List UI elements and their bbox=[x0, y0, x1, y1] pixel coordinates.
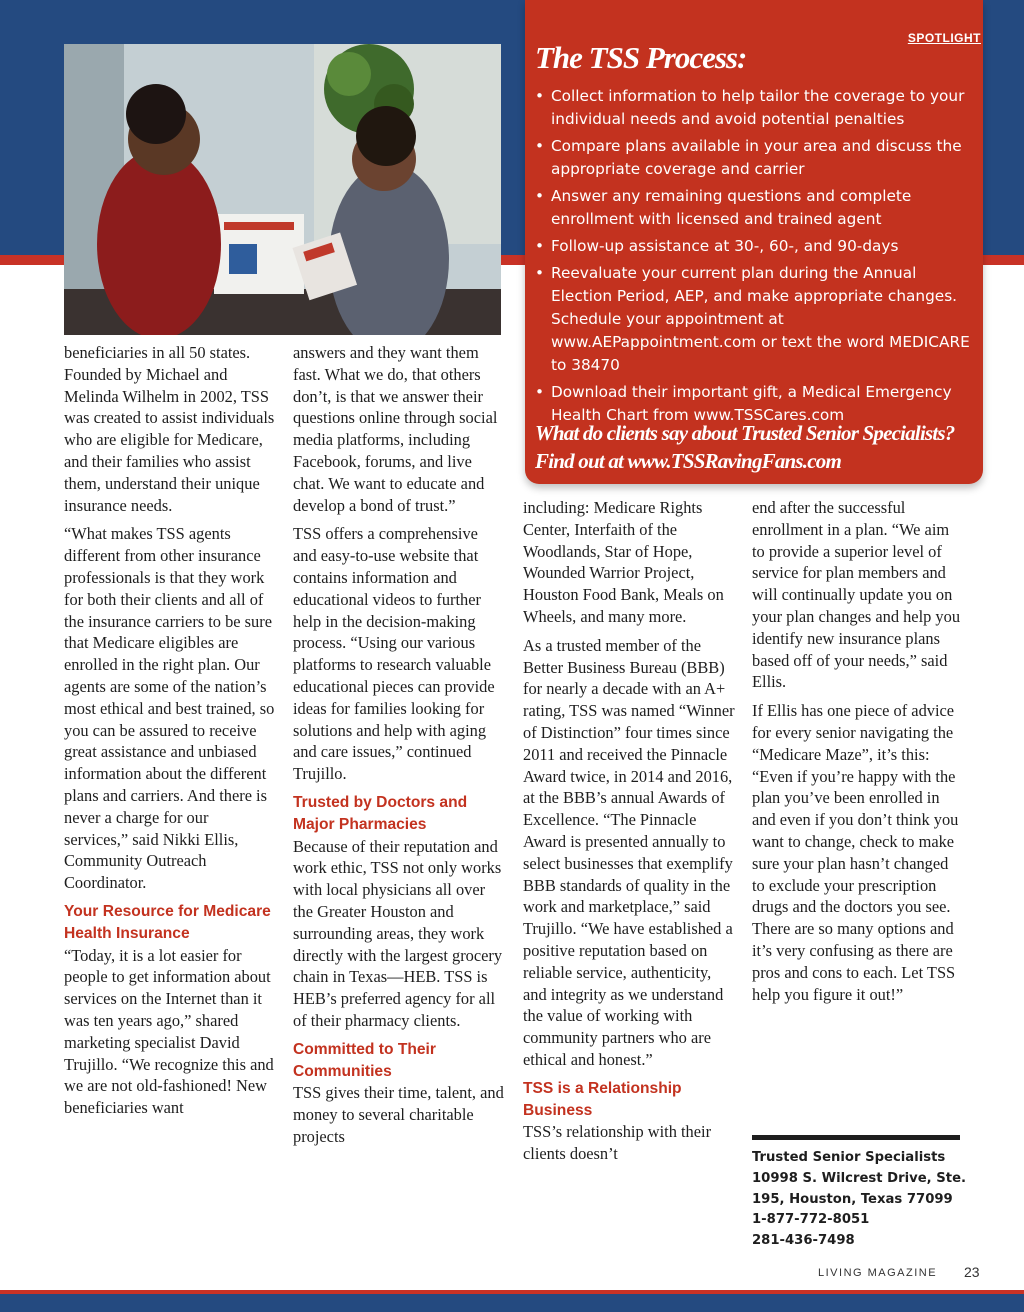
paragraph: “What makes TSS agents different from other insurance professionals is that they work for both their clients and all of the insurance carriers to be sure that Medicare eligibles are enrolled in the right plan. Our agents are some of the nation’s most ethical and best trained, so you can be assured to receive great assistance and unbiased information about the different plans and carriers. And there is never a charge for our services,” said Nikki Ellis, Community Outreach Coordinator. bbox=[64, 524, 275, 893]
article-column-2 bbox=[293, 342, 505, 1155]
contact-address-line: 195, Houston, Texas 77099 bbox=[752, 1191, 953, 1207]
process-step: • Reevaluate your current plan during the Annual Election Period, AEP, and make appropriate changes. Schedule your appointment at www.AEPappointment.com or text the word MEDICARE to 38470 bbox=[535, 264, 970, 374]
paragraph: If Ellis has one piece of advice for every senior navigating the “Medicare Maze”, it’s this: “Even if you’re happy with the plan you’ve been enrolled in and even if you don’t think you want to change, check to make sure your plan hasn’t changed to exclude your prescription drugs and the doctors you see. There are so many options and it’s very confusing as there are pros and cons to each. Let TSS help you figure it out!” bbox=[752, 701, 959, 1004]
bullet-icon: • bbox=[535, 264, 545, 282]
tss-process-panel bbox=[525, 0, 983, 484]
process-steps bbox=[533, 85, 973, 431]
bullet-icon: • bbox=[535, 137, 545, 155]
bullet-icon: • bbox=[535, 237, 545, 255]
subheading: Trusted by Doctors and Major Pharmacies bbox=[293, 793, 468, 833]
bullet-icon: • bbox=[535, 187, 545, 205]
section-label: SPOTLIGHT bbox=[907, 31, 981, 45]
subheading: TSS is a Relationship Business bbox=[523, 1079, 682, 1119]
panel-title: The TSS Process: bbox=[535, 40, 747, 75]
contact-address-line: 10998 S. Wilcrest Drive, Ste. bbox=[752, 1170, 967, 1186]
article-column-3 bbox=[523, 497, 735, 1172]
paragraph: beneficiaries in all 50 states. Founded by Michael and Melinda Wilhelm in 2002, TSS was created to assist individuals who are eligible for Medicare, and their families who assist them, understand their unique insurance needs. bbox=[64, 343, 275, 515]
article-photo bbox=[64, 44, 501, 335]
process-step: • Collect information to help tailor the coverage to your individual needs and avoid potential penalties bbox=[535, 87, 965, 128]
paragraph: end after the successful enrollment in a plan. “We aim to provide a superior level of service for plan members and will continually update you on your plan changes and help you identify new insurance plans based off of your needs,” said Ellis. bbox=[752, 498, 961, 692]
photo-illustration bbox=[64, 44, 501, 335]
contact-phone: 1-877-772-8051 bbox=[752, 1212, 870, 1228]
process-step: • Answer any remaining questions and complete enrollment with licensed and trained agent bbox=[535, 187, 912, 228]
contact-name: Trusted Senior Specialists bbox=[752, 1150, 946, 1165]
article-column-4 bbox=[752, 497, 964, 1012]
process-step: • Compare plans available in your area and discuss the appropriate coverage and carrier bbox=[535, 137, 962, 178]
paragraph: TSS offers a comprehensive and easy-to-use website that contains information and educational videos to further help in the decision-making process. “Using our various platforms to research valuable educational pieces can provide ideas for families looking for solutions and help with aging and care issues,” continued Trujillo. bbox=[293, 524, 495, 784]
bullet-icon: • bbox=[535, 383, 545, 401]
contact-block bbox=[752, 1148, 982, 1252]
paragraph: TSS’s relationship with their clients doesn’t bbox=[523, 1122, 712, 1164]
subheading: Committed to Their Communities bbox=[293, 1040, 436, 1080]
subheading: Your Resource for Medicare Health Insurance bbox=[64, 902, 271, 942]
magazine-name: LIVING MAGAZINE bbox=[818, 1267, 938, 1279]
process-step: • Download their important gift, a Medical Emergency Health Chart from www.TSSCares.com bbox=[535, 383, 952, 424]
contact-phone: 281-436-7498 bbox=[752, 1233, 855, 1249]
paragraph: Because of their reputation and work ethic, TSS not only works with local physicians all over the Greater Houston and surrounding areas, they work directly with the largest grocery chain in Texas—HEB. TSS is HEB’s preferred agency for all of their pharmacy clients. bbox=[293, 836, 503, 1030]
paragraph: TSS gives their time, talent, and money to several charitable projects bbox=[293, 1083, 504, 1146]
paragraph: answers and they want them fast. What we do, that others don’t, is that we answer their questions online through social media platforms, including Facebook, forums, and live chat. We want to educate and develop a bond of trust.” bbox=[293, 343, 498, 515]
paragraph: including: Medicare Rights Center, Interfaith of the Woodlands, Star of Hope, Wounded Warrior Project, Houston Food Bank, Meals on Wheels, and many more. bbox=[523, 498, 724, 626]
paragraph: “Today, it is a lot easier for people to get information about services on the Internet than it was ten years ago,” shared marketing specialist David Trujillo. “We recognize this and we are not old-fashioned! New beneficiaries want bbox=[64, 945, 274, 1118]
process-step: • Follow-up assistance at 30-, 60-, and 90-days bbox=[533, 235, 973, 258]
contact-divider bbox=[752, 1135, 960, 1140]
panel-cta: What do clients say about Trusted Senior Specialists? Find out at www.TSSRavingFans.com bbox=[535, 421, 955, 473]
bullet-icon: • bbox=[535, 87, 545, 105]
footer-navy-band bbox=[0, 1294, 1024, 1312]
article-column-1 bbox=[64, 342, 276, 1126]
paragraph: As a trusted member of the Better Business Bureau (BBB) for nearly a decade with an A+ rating, TSS was named “Winner of Distinction” four times since 2011 and received the Pinnacle Award twice, in 2014 and 2016, at the BBB’s annual Awards of Excellence. “The Pinnacle Award is presented annually to select businesses that exemplify BBB standards of quality in the work and marketplace,” said Trujillo. “We have established a positive reputation based on reliable service, authenticity, and integrity as we understand the value of working with community partners who are ethical and honest.” bbox=[523, 635, 735, 1069]
page-number: 23 bbox=[964, 1264, 980, 1280]
